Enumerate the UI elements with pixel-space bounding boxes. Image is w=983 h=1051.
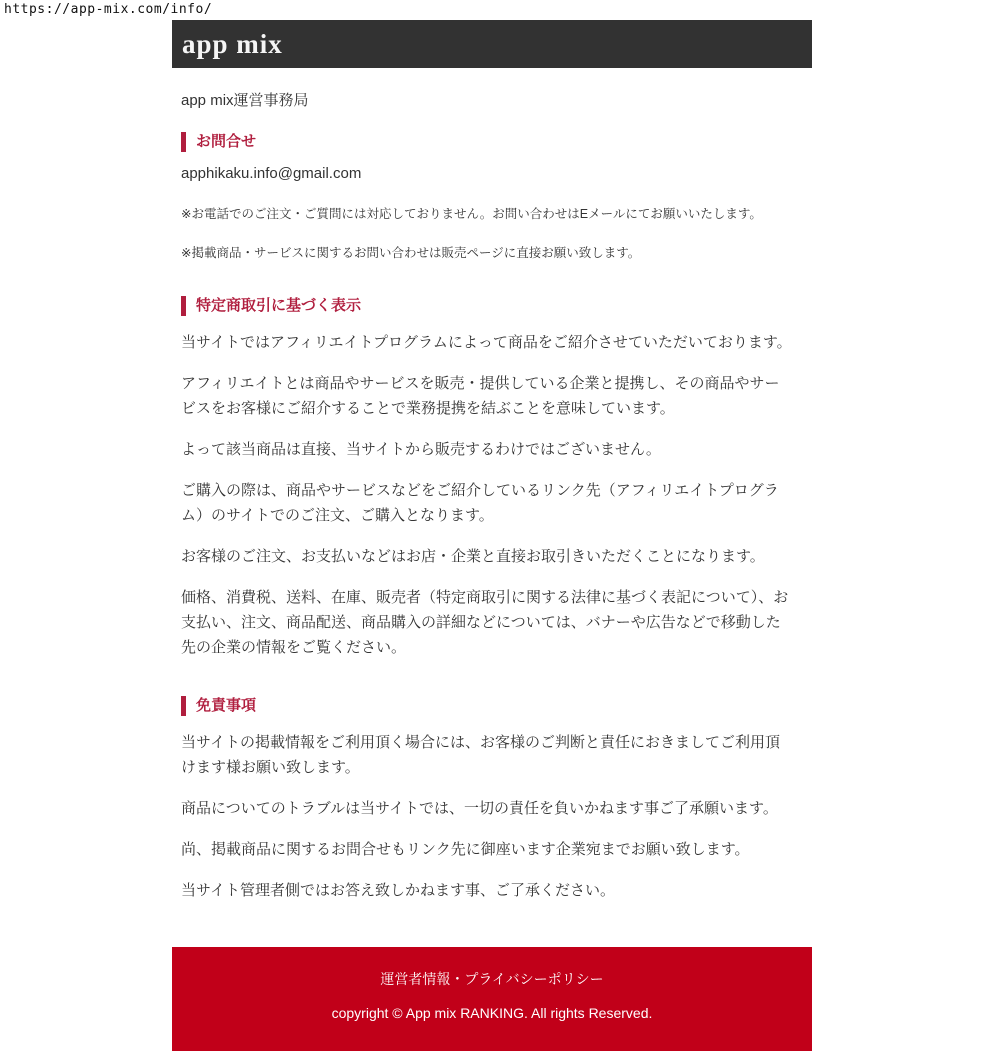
- disclaimer-paragraph: 商品についてのトラブルは当サイトでは、一切の責任を負いかねます事ご了承願います。: [181, 800, 778, 817]
- contact-email: apphikaku.info@gmail.com: [181, 165, 362, 182]
- commerce-paragraph: 価格、消費税、送料、在庫、販売者（特定商取引に関する法律に基づく表記について）、お支払い、注文、商品配送、商品購入の詳細などについては、バナーや広告などで移動した先の企業の情報をご覧ください。: [181, 589, 789, 656]
- site-logo[interactable]: app mix: [182, 28, 283, 59]
- commerce-paragraph: 当サイトではアフィリエイトプログラムによって商品をご紹介させていただいております。: [181, 334, 792, 351]
- contact-note-phone: ※お電話でのご注文・ご質問には対応しておりません。お問い合わせはEメールにてお願いいたします。: [181, 207, 762, 221]
- commerce-paragraph: お客様のご注文、お支払いなどはお店・企業と直接お取引きいただくことになります。: [181, 548, 765, 565]
- footer-privacy-link[interactable]: 運営者情報・プライバシーポリシー: [380, 971, 604, 987]
- commerce-paragraph: アフィリエイトとは商品やサービスを販売・提供している企業と提携し、その商品やサービスをお客様にご紹介することで業務提携を結ぶことを意味しています。: [181, 375, 780, 417]
- contact-note-products: ※掲載商品・サービスに関するお問い合わせは販売ページに直接お願い致します。: [181, 246, 641, 260]
- section-heading-contact: お問合せ: [181, 132, 792, 152]
- commerce-paragraph: ご購入の際は、商品やサービスなどをご紹介しているリンク先（アフィリエイトプログラム）のサイトでのご注文、ご購入となります。: [181, 482, 779, 524]
- section-contact: [181, 132, 792, 260]
- section-disclaimer: [181, 696, 792, 903]
- main-content: [172, 93, 812, 903]
- office-name: app mix運営事務局: [181, 92, 309, 109]
- site-header: [172, 20, 812, 68]
- disclaimer-paragraph: 当サイトの掲載情報をご利用頂く場合には、お客様のご判断と責任におきましてご利用頂けます様お願い致します。: [181, 734, 780, 776]
- site-footer: [172, 947, 812, 1051]
- commerce-paragraph: よって該当商品は直接、当サイトから販売するわけではございません。: [181, 441, 661, 458]
- page-container: [172, 20, 812, 1051]
- section-heading-disclaimer: 免責事項: [181, 696, 792, 716]
- disclaimer-paragraph: 当サイト管理者側ではお答え致しかねます事、ご了承ください。: [181, 882, 615, 899]
- section-commerce-disclosure: [181, 296, 792, 660]
- page-url: https://app-mix.com/info/: [4, 2, 213, 17]
- disclaimer-paragraph: 尚、掲載商品に関するお問合せもリンク先に御座います企業宛までお願い致します。: [181, 841, 750, 858]
- copyright-text: copyright © App mix RANKING. All rights Reserved.: [331, 1005, 653, 1021]
- section-heading-commerce: 特定商取引に基づく表示: [181, 296, 792, 316]
